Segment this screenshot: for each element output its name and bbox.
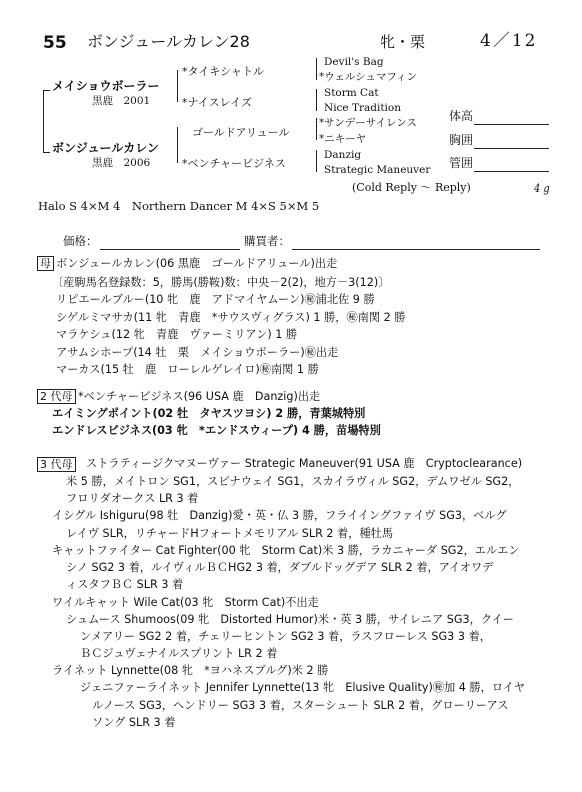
g3-8: Strategic Maneuver — [324, 164, 431, 176]
bracket-ss — [316, 58, 317, 80]
second-dam-line: エイミングポイント(02 牡 タヤスツヨシ) 2 勝，青葉城特別 — [52, 407, 366, 420]
inbreeding-note: Halo S 4×M 4 Northern Dancer M 4×S 5×M 5 — [38, 199, 320, 213]
buyer-field[interactable] — [292, 249, 540, 250]
dam-section-label: 母 — [37, 256, 54, 271]
third-dam-label: 3 代母 — [37, 457, 76, 472]
third-dam-line: 米 5 勝，メイトロン SG1，スピナウェイ SG1，スカイラヴィル SG2，デムワゼル SG2， — [66, 475, 520, 488]
height-field[interactable] — [474, 124, 549, 125]
g3-2: *ウェルシュマフィン — [319, 71, 418, 83]
third-dam-line: ライネット Lynnette(08 牝 *ヨハネスブルグ)米 2 勝 — [52, 664, 329, 677]
birth-date: 4／12 — [480, 31, 538, 51]
third-dam-line: ワイルキャット Wile Cat(03 牝 Storm Cat)不出走 — [52, 596, 319, 609]
third-dam-line: ジェニファーライネット Jennifer Lynnette(13 牝 Elusive Quality)㊙加 4 勝，ロイヤ — [80, 681, 526, 694]
dam-line: リピエールブルー(10 牝 鹿 アドマイヤムーン)㊙浦北佐 9 勝 — [56, 293, 375, 306]
dam-line: ボンジュールカレン(06 黒鹿 ゴールドアリュール)出走 — [56, 257, 338, 270]
sire-sire: *タイキシャトル — [182, 65, 264, 78]
dam-sire: ゴールドアリュール — [192, 126, 290, 139]
dam-dam: *ベンチャービジネス — [182, 157, 286, 170]
chest-label: 胸囲 — [449, 133, 474, 147]
third-dam-line: レイヴ SLR，リチャードHフォートメモリアル SLR 2 着，種牡馬 — [66, 527, 394, 540]
second-dam-line: エンドレスビジネス(03 牝 *エンドスウィープ) 4 勝，苗場特別 — [52, 424, 381, 437]
bracket-tick — [43, 152, 50, 153]
dam-line: 〔産駒馬名登録数：5，勝馬(勝鞍)数：中央－2(2)，地方－3(12)〕 — [52, 276, 390, 289]
horse-name: ボンジュールカレン28 — [87, 32, 250, 51]
family-number: 4 g — [534, 182, 550, 195]
sex-color: 牝・栗 — [380, 33, 426, 51]
g3-1: Devil's Bag — [324, 56, 384, 68]
height-label: 体高 — [449, 109, 474, 123]
bracket-sd — [316, 89, 317, 111]
buyer-label: 購買者： — [244, 234, 290, 248]
sire-dam: *ナイスレイズ — [182, 96, 252, 109]
dam-line: マーカス(15 牡 鹿 ローレルゲレイロ)㊙南関 1 勝 — [56, 363, 319, 376]
dam-bracket — [177, 127, 178, 163]
third-dam-line: キャットファイター Cat Fighter(00 牝 Storm Cat)米 3 勝，ラカニャーダ SG2，エルエン — [52, 544, 520, 557]
g3-4: Nice Tradition — [324, 102, 402, 114]
third-dam-line: ルノース SG3，ヘンドリー SG3 3 着，スターシュート SLR 2 着，グローリーアス — [92, 699, 509, 712]
third-dam-line: ストラティージクマヌーヴァー Strategic Maneuver(91 USA 鹿 Cryptoclearance) — [86, 457, 523, 470]
g3-6: *ニキーヤ — [319, 133, 367, 145]
dam-line: シゲルミマサカ(11 牝 青鹿 *サウスヴィグラス) 1 勝，㊙南関 2 勝 — [56, 311, 406, 324]
g3-7: Danzig — [324, 149, 362, 161]
third-dam-line: ンメアリー SG2 2 着，チェリーヒントン SG2 3 着，ラスフローレス SG3 3 着， — [80, 630, 491, 643]
sire-info: 黒鹿 2001 — [92, 95, 151, 107]
g3-5: *サンデーサイレンス — [319, 117, 417, 129]
price-field[interactable] — [100, 249, 240, 250]
g3-3: Storm Cat — [324, 87, 379, 99]
cannon-label: 管囲 — [449, 156, 474, 170]
pedigree-bracket-main — [43, 90, 44, 153]
cannon-field[interactable] — [474, 171, 549, 172]
third-dam-line: ＢＣジュヴェナイルスプリント LR 2 着 — [80, 647, 278, 660]
chest-field[interactable] — [474, 148, 549, 149]
second-dam-line: *ベンチャービジネス(96 USA 鹿 Danzig)出走 — [78, 390, 321, 403]
family-note: (Cold Reply ～ Reply) — [352, 181, 471, 194]
price-label: 価格： — [63, 234, 98, 248]
third-dam-line: イシグル Ishiguru(98 牡 Danzig)愛・英・仏 3 勝，フライイングファイヴ SG3，ベルグ — [52, 509, 507, 522]
bracket-dd — [316, 150, 317, 172]
bracket-tick — [43, 90, 50, 91]
third-dam-line: ソング SLR 3 着 — [92, 716, 176, 729]
lot-number: 55 — [43, 33, 67, 53]
third-dam-line: ィスタフＢＣ SLR 3 着 — [66, 578, 184, 591]
sire-bracket — [177, 70, 178, 102]
dam-info: 黒鹿 2006 — [92, 157, 151, 169]
dam-line: アサムシホープ(14 牡 栗 メイショウボーラー)㊙出走 — [56, 346, 339, 359]
bracket-ds — [316, 118, 317, 140]
dam-name: ボンジュールカレン — [52, 141, 159, 155]
sire-name: メイショウボーラー — [52, 79, 160, 93]
third-dam-line: シュムース Shumoos(09 牝 Distorted Humor)米・英 3 勝，サイレニア SG3，クイー — [66, 613, 514, 626]
third-dam-line: フロリダオークス LR 3 着 — [66, 492, 199, 505]
second-dam-label: 2 代母 — [37, 389, 76, 404]
dam-line: マラケシュ(12 牝 青鹿 ヴァーミリアン) 1 勝 — [56, 328, 298, 341]
third-dam-line: シノ SG2 3 着，ルイヴィルＢＣHG2 3 着，ダブルドッグデア SLR 2 着，アイオワデ — [66, 561, 494, 574]
